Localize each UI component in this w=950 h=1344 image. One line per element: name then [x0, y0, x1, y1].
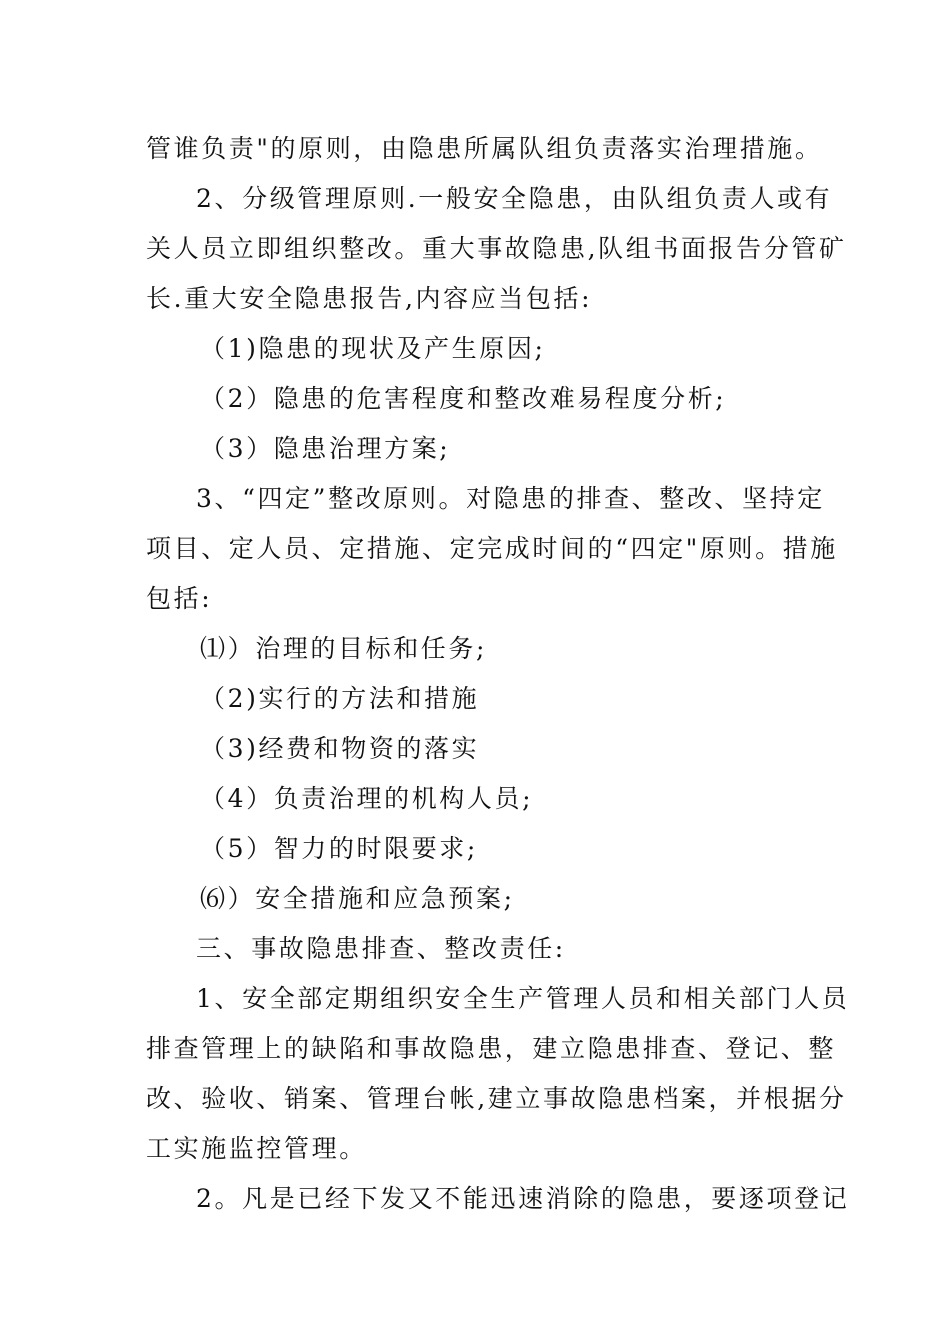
text-line: 排查管理上的缺陷和事故隐患，建立隐患排查、登记、整 — [146, 1034, 837, 1063]
text-line: 2、分级管理原则.一般安全隐患，由队组负责人或有 — [196, 184, 833, 213]
text-line: （5）智力的时限要求; — [200, 834, 478, 863]
text-line: 管谁负责"的原则，由隐患所属队组负责落实治理措施。 — [146, 134, 823, 163]
text-line: （4）负责治理的机构人员; — [200, 784, 534, 813]
text-line: 长.重大安全隐患报告,内容应当包括: — [146, 284, 593, 313]
text-line: 包括: — [146, 584, 213, 613]
text-line: （3）隐患治理方案; — [200, 434, 451, 463]
text-line: 三、事故隐患排查、整改责任: — [196, 934, 566, 963]
text-line: 项目、定人员、定措施、定完成时间的“四定"原则。措施 — [146, 534, 838, 563]
text-line: ⑴）治理的目标和任务; — [200, 634, 488, 663]
text-line: （3)经费和物资的落实 — [200, 734, 480, 763]
text-line: （2）隐患的危害程度和整改难易程度分析; — [200, 384, 727, 413]
text-line: （2)实行的方法和措施 — [200, 684, 480, 713]
text-line: 2。凡是已经下发又不能迅速消除的隐患，要逐项登记 — [196, 1184, 850, 1213]
text-line: 1、安全部定期组织安全生产管理人员和相关部门人员 — [196, 984, 850, 1013]
text-line: 改、验收、销案、管理台帐,建立事故隐患档案，并根据分 — [146, 1084, 847, 1113]
text-line: 3、“四定”整改原则。对隐患的排查、整改、坚持定 — [196, 484, 825, 513]
text-line: 工实施监控管理。 — [146, 1134, 367, 1163]
text-line: （1)隐患的现状及产生原因; — [200, 334, 546, 363]
text-line: ⑹）安全措施和应急预案; — [200, 884, 515, 913]
text-line: 关人员立即组织整改。重大事故隐患,队组书面报告分管矿 — [146, 234, 847, 263]
